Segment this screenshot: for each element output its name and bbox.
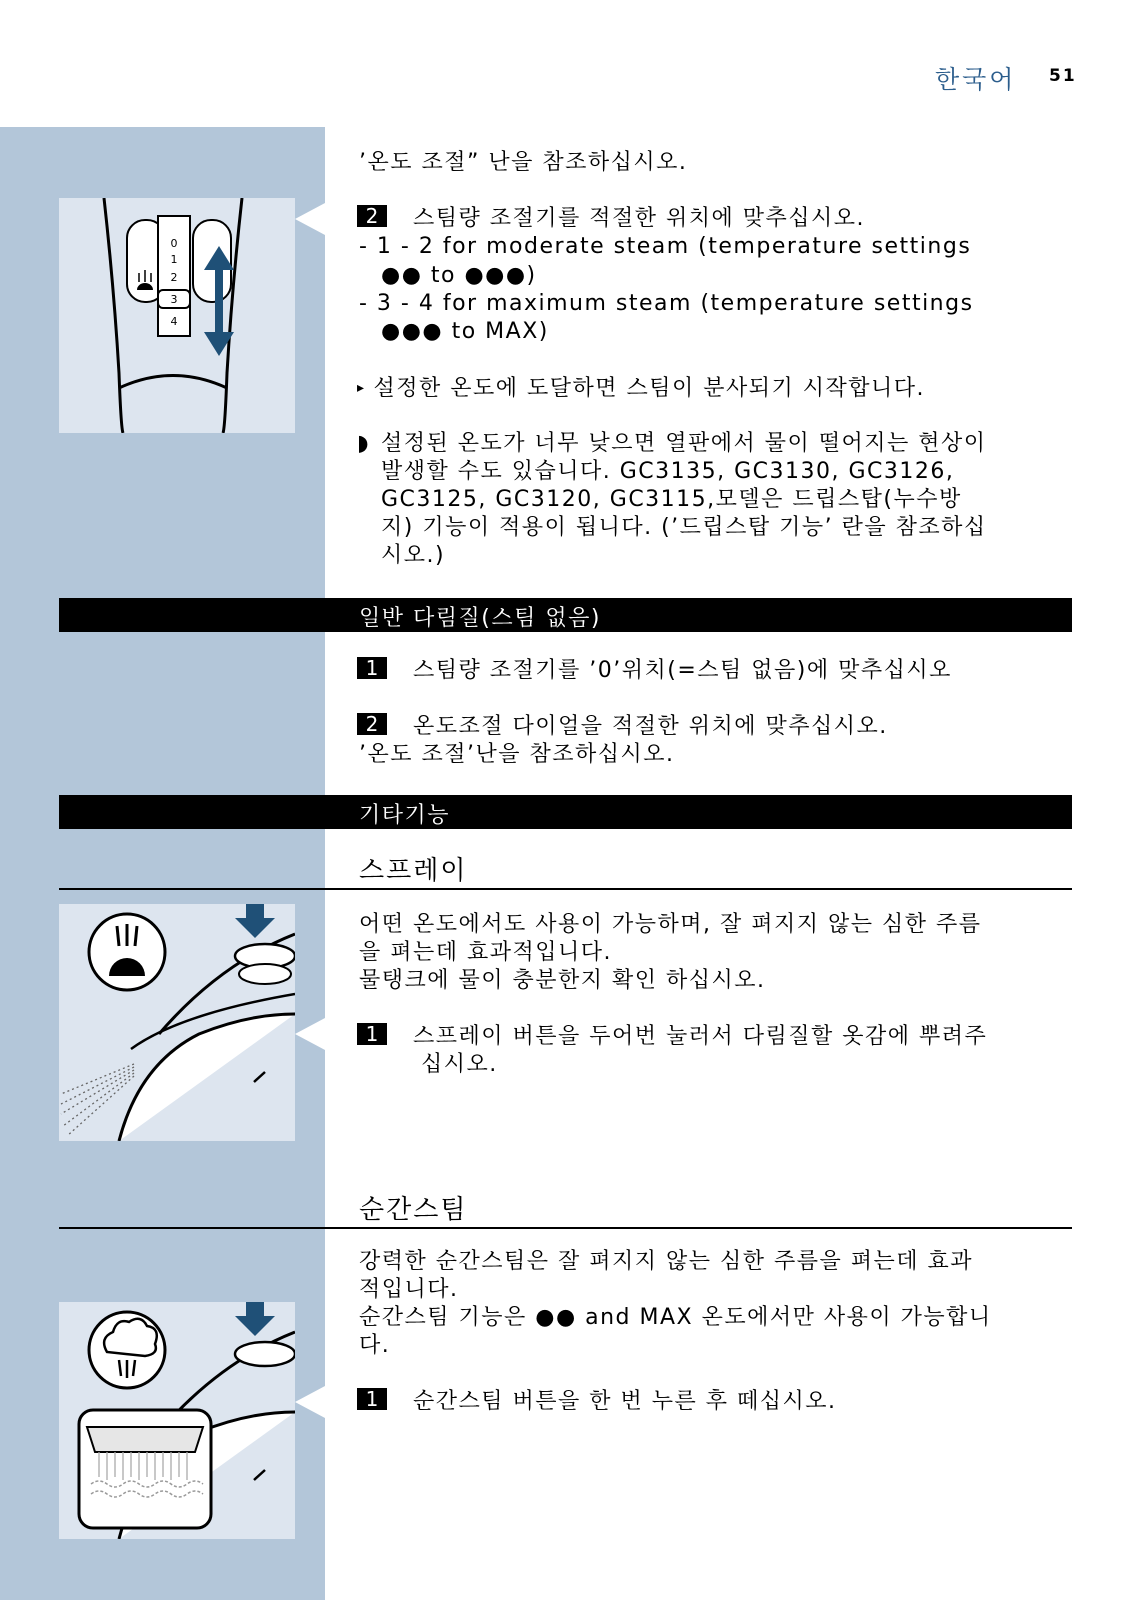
spray-step-1-line-2: 십시오. <box>421 1052 498 1077</box>
section-title: 기타기능 <box>359 803 451 828</box>
shot-intro-line-3: 순간스팀 기능은 ●● and MAX 온도에서만 사용이 가능합니 <box>359 1305 992 1330</box>
dial-label-1: 1 <box>170 253 178 266</box>
shot-of-steam-title: 순간스팀 <box>359 1195 468 1225</box>
dial-label-2: 2 <box>170 271 178 284</box>
page-number: 51 <box>1049 66 1077 86</box>
result-text: 설정한 온도에 도달하면 스팀이 분사되기 시작합니다. <box>373 376 926 401</box>
step-text: 스팀량 조절기를 ’0’위치(=스팀 없음)에 맞추십시오 <box>413 658 952 683</box>
temperature-reference: ’온도 조절” 난을 참조하십시오. <box>359 150 688 175</box>
spray-intro-line-2: 을 펴는데 효과적입니다. <box>359 940 613 965</box>
maximum-steam-line-2: ●●● to MAX) <box>381 319 549 344</box>
shot-intro-line-4: 다. <box>359 1333 391 1358</box>
illustration-pointer <box>295 1018 325 1050</box>
dial-label-0: 0 <box>170 237 178 250</box>
spray-title: 스프레이 <box>359 856 468 886</box>
steam-dial-illustration <box>59 198 295 433</box>
maximum-steam-line-1: - 3 - 4 for maximum steam (temperature settings <box>359 291 974 316</box>
step-text: 온도조절 다이얼을 적절한 위치에 맞추십시오. <box>413 714 888 739</box>
step-number: 1 <box>357 657 387 679</box>
drip-note-line-2: 발생할 수도 있습니다. GC3135, GC3130, GC3126, <box>381 459 955 484</box>
drip-note-line-1: 설정된 온도가 너무 낮으면 열판에서 물이 떨어지는 현상이 <box>381 431 987 456</box>
step-text: 스프레이 버튼을 두어번 눌러서 다림질할 옷감에 뿌려주 <box>413 1024 988 1049</box>
shot-divider <box>59 1227 1072 1229</box>
spray-intro-line-3: 물탱크에 물이 충분한지 확인 하십시오. <box>359 968 766 993</box>
header-language: 한국어 <box>935 65 1017 94</box>
step-number: 1 <box>357 1388 387 1410</box>
step-number: 1 <box>357 1023 387 1045</box>
result-note <box>357 374 925 403</box>
spray-divider <box>59 888 1072 890</box>
dial-label-4: 4 <box>170 315 178 328</box>
section-header-dry-ironing <box>59 598 1072 632</box>
shot-intro-line-1: 강력한 순간스팀은 잘 펴지지 않는 심한 주름을 펴는데 효과 <box>359 1249 973 1274</box>
spray-step-1 <box>357 1023 987 1051</box>
spray-intro-line-1: 어떤 온도에서도 사용이 가능하며, 잘 펴지지 않는 심한 주름 <box>359 912 982 937</box>
section-header-features <box>59 795 1072 829</box>
step-text: 스팀량 조절기를 적절한 위치에 맞추십시오. <box>413 206 866 231</box>
drip-note-line-3: GC3125, GC3120, GC3115,모델은 드립스탑(누수방 <box>381 487 962 512</box>
drip-note-line-4: 지) 기능이 적용이 됩니다. (’드립스탑 기능’ 란을 참조하십 <box>381 515 987 540</box>
spray-illustration <box>59 904 295 1141</box>
moderate-steam-line-2: ●● to ●●●) <box>381 263 537 288</box>
dry-step-1 <box>357 657 952 685</box>
dry-step-2 <box>357 713 888 741</box>
illustration-pointer <box>295 1386 325 1418</box>
illustration-pointer <box>295 203 325 235</box>
spray-drawing <box>59 904 295 1141</box>
step-text: 순간스팀 버튼을 한 번 누른 후 떼십시오. <box>413 1389 837 1414</box>
moderate-steam-line-1: - 1 - 2 for moderate steam (temperature settings <box>359 234 972 259</box>
step-number: 2 <box>357 205 387 227</box>
step-number: 2 <box>357 713 387 735</box>
drip-note-line-5: 시오.) <box>381 543 446 568</box>
shot-of-steam-illustration <box>59 1302 295 1539</box>
shot-intro-line-2: 적입니다. <box>359 1277 459 1302</box>
dial-label-3: 3 <box>170 293 178 306</box>
dry-step-2-reference: ’온도 조절’난을 참조하십시오. <box>359 742 675 767</box>
steam-step-2 <box>357 205 865 233</box>
section-title: 일반 다림질(스팀 없음) <box>359 606 601 631</box>
shot-step-1 <box>357 1388 837 1416</box>
shot-drawing <box>59 1302 295 1539</box>
steam-dial-drawing <box>59 198 295 433</box>
drip-note-marker: ◗ <box>357 431 371 456</box>
result-marker: ▸ <box>357 380 366 396</box>
